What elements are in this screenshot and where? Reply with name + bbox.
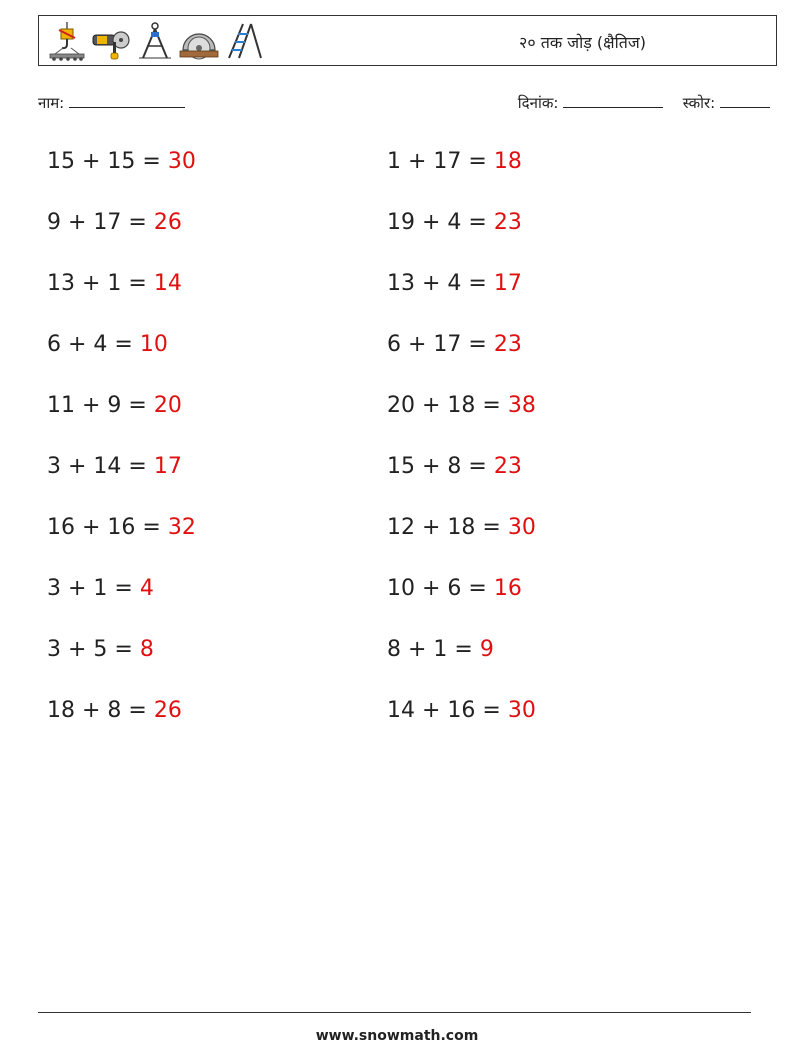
problem-answer: 14 [153,271,182,296]
footer-divider [38,1012,751,1013]
worksheet-title: २० तक जोड़ (क्षैतिज) [519,33,646,52]
problem-expression: 3 + 1 = [47,576,140,601]
problem-expression: 15 + 8 = [387,454,494,479]
problem-expression: 11 + 9 = [47,393,154,418]
problem-answer: 23 [493,454,522,479]
problem-left-8 [47,576,154,602]
problem-left-2 [47,210,182,236]
date-label: दिनांक: [517,94,559,112]
problem-right-7 [387,515,536,541]
problem-answer: 26 [153,698,182,723]
problem-answer: 9 [479,637,494,662]
problem-right-1 [387,149,522,175]
problem-left-9 [47,637,154,663]
problem-expression: 16 + 16 = [47,515,168,540]
problem-expression: 20 + 18 = [387,393,508,418]
problem-answer: 8 [139,637,154,662]
problem-left-1 [47,149,196,175]
problem-right-3 [387,271,522,297]
problem-expression: 3 + 5 = [47,637,140,662]
problem-expression: 18 + 8 = [47,698,154,723]
problem-left-4 [47,332,168,358]
problem-answer: 26 [153,210,182,235]
name-label: नाम: [38,94,65,112]
problem-left-10 [47,698,182,724]
problem-expression: 14 + 16 = [387,698,508,723]
problem-answer: 17 [493,271,522,296]
score-label: स्कोर: [682,94,716,112]
problem-left-6 [47,454,182,480]
problem-right-6 [387,454,522,480]
problem-expression: 3 + 14 = [47,454,154,479]
problem-right-8 [387,576,522,602]
problem-expression: 6 + 17 = [387,332,494,357]
problem-answer: 38 [507,393,536,418]
problem-answer: 20 [153,393,182,418]
problem-expression: 15 + 15 = [47,149,168,174]
problem-answer: 32 [167,515,196,540]
problem-answer: 18 [493,149,522,174]
problem-right-5 [387,393,536,419]
problem-answer: 23 [493,332,522,357]
problem-answer: 30 [507,515,536,540]
problem-expression: 13 + 4 = [387,271,494,296]
problem-answer: 30 [167,149,196,174]
problem-expression: 8 + 1 = [387,637,480,662]
problem-left-5 [47,393,182,419]
footer-url: www.snowmath.com [315,1028,479,1044]
problem-left-7 [47,515,196,541]
problem-left-3 [47,271,182,297]
problem-expression: 19 + 4 = [387,210,494,235]
problem-expression: 9 + 17 = [47,210,154,235]
problem-answer: 17 [153,454,182,479]
problem-answer: 4 [139,576,154,601]
problem-right-2 [387,210,522,236]
problem-expression: 1 + 17 = [387,149,494,174]
problem-expression: 13 + 1 = [47,271,154,296]
problem-answer: 30 [507,698,536,723]
problem-answer: 16 [493,576,522,601]
problem-answer: 10 [139,332,168,357]
problem-right-10 [387,698,536,724]
problem-answer: 23 [493,210,522,235]
problem-expression: 10 + 6 = [387,576,494,601]
problem-expression: 12 + 18 = [387,515,508,540]
problem-right-9 [387,637,494,663]
problem-right-4 [387,332,522,358]
problem-expression: 6 + 4 = [47,332,140,357]
